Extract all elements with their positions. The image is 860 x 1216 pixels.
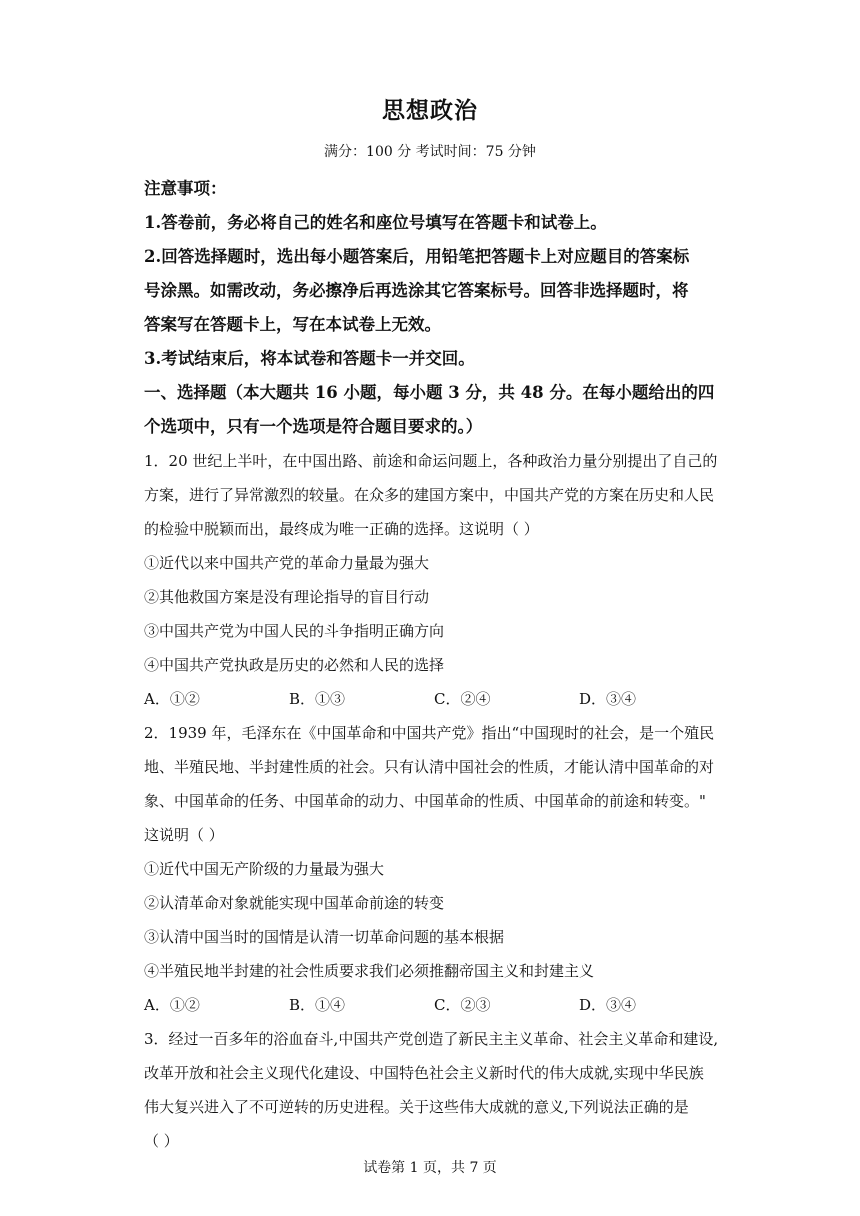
statement-item: ②其他救国方案是没有理论指导的盲目行动 [144, 588, 430, 606]
question-2 [144, 716, 724, 1022]
statement-item: ④半殖民地半封建的社会性质要求我们必须推翻帝国主义和封建主义 [144, 962, 595, 980]
section-heading: 一、选择题（本大题共 16 小题，每小题 3 分，共 48 分。在每小题给出的四 [144, 383, 715, 402]
option-c: C．②③ [434, 996, 491, 1014]
question-stem: 这说明（ ） [144, 826, 224, 844]
page-footer: 试卷第 1 页，共 7 页 [363, 1160, 497, 1176]
statement-item: ③中国共产党为中国人民的斗争指明正确方向 [144, 622, 445, 640]
exam-info: 满分：100 分 考试时间：75 分钟 [324, 144, 536, 160]
statement-item: ②认清革命对象就能实现中国革命前途的转变 [144, 894, 445, 912]
question-stem: 1．20 世纪上半叶，在中国出路、前途和命运问题上，各种政治力量分别提出了自己的 [144, 452, 718, 470]
option-d: D．③④ [579, 690, 637, 708]
question-stem: 的检验中脱颖而出，最终成为唯一正确的选择。这说明（ ） [144, 520, 539, 538]
notice-heading: 注意事项： [144, 179, 227, 198]
question-stem: 2．1939 年，毛泽东在《中国革命和中国共产党》指出“中国现时的社会，是一个殖民 [144, 724, 715, 742]
option-a: A．①② [144, 996, 200, 1014]
option-c: C．②④ [434, 690, 491, 708]
question-stem: 方案，进行了异常激烈的较量。在众多的建国方案中，中国共产党的方案在历史和人民 [144, 486, 715, 504]
question-stem: 象、中国革命的任务、中国革命的动力、中国革命的性质、中国革命的前途和转变。" [144, 792, 706, 810]
statement-item: ④中国共产党执政是历史的必然和人民的选择 [144, 656, 445, 674]
exam-body [144, 172, 724, 1158]
question-stem: 地、半殖民地、半封建性质的社会。只有认清中国社会的性质，才能认清中国革命的对 [144, 758, 715, 776]
option-b: B．①④ [289, 996, 346, 1014]
answer-options [144, 988, 724, 1022]
question-3 [144, 1022, 724, 1158]
answer-options [144, 682, 724, 716]
notice-line: 2.回答选择题时，选出每小题答案后，用铅笔把答题卡上对应题目的答案标 [144, 247, 690, 266]
question-stem: 3．经过一百多年的浴血奋斗,中国共产党创造了新民主主义革命、社会主义革命和建设, [144, 1030, 719, 1048]
page-title: 思想政治 [382, 97, 478, 124]
statement-item: ①近代中国无产阶级的力量最为强大 [144, 860, 385, 878]
notice-line: 1.答卷前，务必将自己的姓名和座位号填写在答题卡和试卷上。 [144, 213, 607, 232]
question-stem: （ ） [144, 1132, 179, 1150]
question-stem: 伟大复兴进入了不可逆转的历史进程。关于这些伟大成就的意义,下列说法正确的是 [144, 1098, 689, 1116]
statement-item: ③认清中国当时的国情是认清一切革命问题的基本根据 [144, 928, 505, 946]
notice-line: 3.考试结束后，将本试卷和答题卡一并交回。 [144, 349, 475, 368]
notice-line: 号涂黑。如需改动，务必擦净后再选涂其它答案标号。回答非选择题时，将 [144, 281, 689, 300]
statement-item: ①近代以来中国共产党的革命力量最为强大 [144, 554, 430, 572]
question-stem: 改革开放和社会主义现代化建设、中国特色社会主义新时代的伟大成就,实现中华民族 [144, 1064, 704, 1082]
question-1 [144, 444, 724, 716]
option-d: D．③④ [579, 996, 637, 1014]
notice-line: 答案写在答题卡上，写在本试卷上无效。 [144, 315, 441, 334]
section-heading: 个选项中，只有一个选项是符合题目要求的。） [144, 417, 483, 436]
option-a: A．①② [144, 690, 200, 708]
option-b: B．①③ [289, 690, 346, 708]
